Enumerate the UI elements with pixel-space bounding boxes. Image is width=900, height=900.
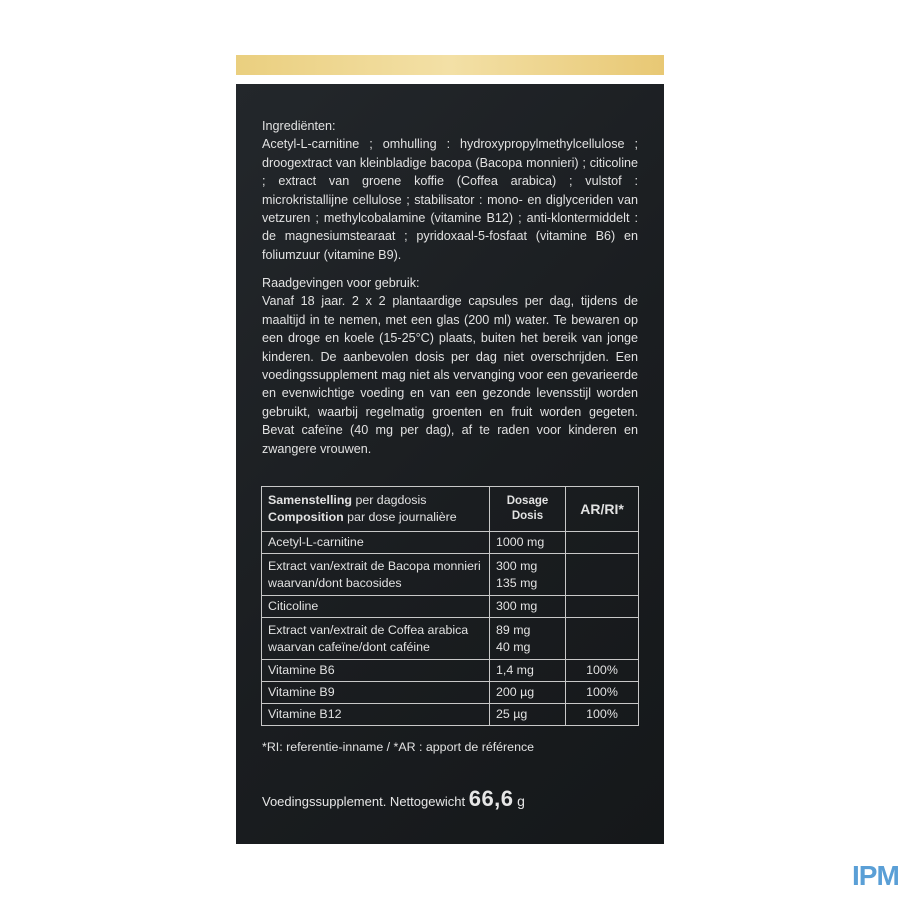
ingredients-heading: Ingrediënten: [262,119,336,133]
ingredient-ar: 100% [566,660,639,682]
composition-nl-rest: per dagdosis [352,493,427,507]
ingredient-name-line2: waarvan cafeïne/dont caféine [268,640,430,654]
table-row [262,704,639,726]
net-weight-label: Voedingssupplement. Nettogewicht [262,794,466,809]
composition-table [261,486,639,726]
ingredient-dose-line1: 1000 mg [496,535,545,549]
ingredient-ar: 100% [566,682,639,704]
ingredient-name [262,704,490,726]
ingredient-name [262,618,490,660]
ingredients-section [262,117,638,264]
ar-ri-header: AR/RI* [566,487,639,532]
net-weight-value: 66,6 [468,786,514,811]
ingredient-name [262,532,490,554]
ingredient-name [262,660,490,682]
ingredient-dose-line2: 40 mg [496,640,531,654]
usage-heading: Raadgevingen voor gebruik: [262,276,420,290]
table-header-row [262,487,639,532]
composition-fr-rest: par dose journalière [343,510,457,524]
ingredient-ar [566,554,639,596]
ingredient-name-line1: Vitamine B6 [268,663,335,677]
ipm-logo: IPM [852,860,899,891]
footnote: *RI: referentie-inname / *AR : apport de référence [262,740,535,754]
ingredient-name [262,554,490,596]
ingredient-dose [490,660,566,682]
ingredient-ar [566,618,639,660]
ingredient-dose-line1: 300 mg [496,599,538,613]
dosage-header-line2: Dosis [511,510,544,522]
ingredient-dose-line1: 200 µg [496,685,535,699]
ingredient-dose [490,682,566,704]
ingredient-name [262,596,490,618]
ingredient-name-line1: Citicoline [268,599,319,613]
net-weight-unit: g [517,793,525,809]
ingredient-ar: 100% [566,704,639,726]
table-row [262,532,639,554]
ingredient-name-line1: Vitamine B12 [268,707,342,721]
ingredient-dose-line1: 1,4 mg [496,663,534,677]
usage-section [262,274,638,458]
dosage-header-line1: Dosage [506,495,549,507]
composition-fr-bold: Composition [268,510,344,524]
table-row [262,596,639,618]
ingredient-dose [490,532,566,554]
ingredient-dose-line1: 300 mg [496,559,538,573]
dosage-header [490,487,566,532]
table-row [262,618,639,660]
ingredient-dose-line2: 135 mg [496,576,538,590]
ingredient-dose [490,704,566,726]
ingredient-dose-line1: 89 mg [496,623,531,637]
ingredients-text: Acetyl-L-carnitine ; omhulling : hydroxypropylmethylcellulose ; droogextract van kleinbladige bacopa (Bacopa monnieri) ; citicoline ; extract van groene koffie (Coffea arabica) ; vulstof : microkristallijne cellulose ; stabilisator : mono- en diglyceriden van vetzuren ; methylcobalamine (vitamine B12) ; anti-klontermiddelt : de magnesiumstearaat ; pyridoxaal-5-fosfaat (vitamine B6) en foliumzuur (vitamine B9). [262,137,638,262]
net-weight-line [262,786,525,812]
ingredient-dose [490,554,566,596]
label-panel [236,84,664,844]
ingredient-name-line2: waarvan/dont bacosides [268,576,402,590]
table-row [262,660,639,682]
gold-top-band [236,55,664,75]
ingredient-dose [490,618,566,660]
usage-text: Vanaf 18 jaar. 2 x 2 plantaardige capsules per dag, tijdens de maaltijd in te nemen, met een glas (200 ml) water. Te bewaren op een droge en koele (15-25°C) plaats, buiten het bereik van jonge kinderen. De aanbevolen dosis per dag niet overschrijden. Een voedingssupplement mag niet als vervanging voor een gevarieerde en evenwichtige voeding en van een gezonde levensstijl worden gebruikt, waarbij regelmatig groenten en fruit worden gegeten. Bevat cafeïne (40 mg per dag), af te raden voor kinderen en zwangere vrouwen. [262,294,638,456]
ingredient-name [262,682,490,704]
table-row [262,682,639,704]
ingredient-dose-line1: 25 µg [496,707,528,721]
composition-nl-bold: Samenstelling [268,493,353,507]
composition-header [262,487,490,532]
ingredient-name-line1: Vitamine B9 [268,685,335,699]
table-row [262,554,639,596]
ingredient-ar [566,596,639,618]
ingredient-name-line1: Extract van/extrait de Bacopa monnieri [268,559,481,573]
ingredient-name-line1: Extract van/extrait de Coffea arabica [268,623,469,637]
ingredient-ar [566,532,639,554]
ingredient-name-line1: Acetyl-L-carnitine [268,535,364,549]
ingredient-dose [490,596,566,618]
